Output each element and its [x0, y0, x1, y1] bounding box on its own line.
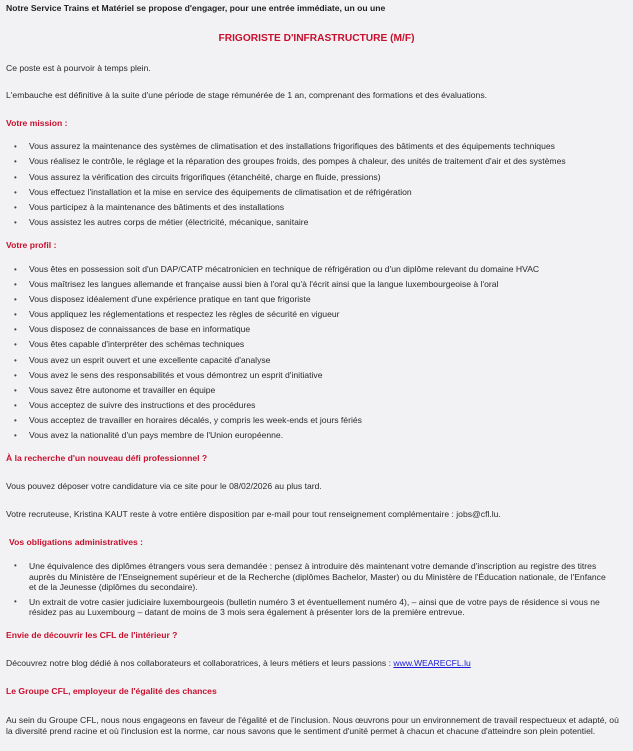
profil-list: [0, 264, 620, 445]
bullet-icon: •: [14, 400, 17, 410]
list-item-text: Une équivalence des diplômes étrangers vous sera demandée : pensez à introduire dès maintenant votre demande d'inscription au registre des titres auprès du Ministère de l'Enseignement supérieur et de la Recherche (diplômes Bachelor, Master) ou du Ministère de l'Éducation nationale, de l'Enfance et de la Jeunesse (diplômes du secondaire).: [29, 561, 606, 593]
recruiter-text: Votre recruteuse, Kristina KAUT reste à votre entière disposition par e-mail pour tout renseignement complémentaire : jobs@cfl.lu.: [6, 509, 501, 519]
deadline-text: Vous pouvez déposer votre candidature via ce site pour le 08/02/2026 au plus tard.: [6, 481, 322, 491]
list-item-text: Vous acceptez de travailler en horaires décalés, y compris les week-ends et jours fériés: [29, 414, 362, 425]
bullet-icon: •: [14, 370, 17, 380]
list-item-text: Vous réalisez le contrôle, le réglage et la réparation des groupes froids, des pompes à chaleur, des unités de traitement d'air et des systèmes: [29, 156, 566, 167]
discover-heading: Envie de découvrir les CFL de l'intérieur ?: [6, 630, 178, 640]
hiring-text: L'embauche est définitive à la suite d'une période de stage rémunérée de 1 an, comprenant des formations et des évaluations.: [6, 90, 488, 100]
bullet-icon: •: [14, 415, 17, 425]
list-item: [0, 309, 620, 324]
fulltime-text: Ce poste est à pourvoir à temps plein.: [6, 63, 151, 73]
obligations-list: [0, 561, 620, 622]
equality-heading: Le Groupe CFL, employeur de l'égalité des chances: [6, 686, 217, 696]
discover-text: [6, 658, 471, 669]
list-item-text: Vous disposez de connaissances de base en informatique: [29, 324, 251, 335]
bullet-icon: •: [14, 295, 17, 305]
list-item: [0, 202, 620, 217]
bullet-icon: •: [14, 142, 17, 151]
list-item-text: Vous êtes en possession soit d'un DAP/CATP mécatronicien en technique de réfrigération ou d'un diplôme relevant du domaine HVAC: [29, 264, 540, 274]
list-item: [0, 430, 620, 445]
list-item: [0, 156, 620, 171]
intro-text: Notre Service Trains et Matériel se propose d'engager, pour une entrée immédiate, un ou une: [6, 3, 386, 13]
list-item-text: Vous effectuez l'installation et la mise en service des équipements de climatisation et de réfrigération: [29, 186, 412, 197]
list-item: [0, 355, 620, 370]
bullet-icon: •: [14, 218, 17, 228]
list-item-text: Vous assistez les autres corps de métier (électricité, mécanique, sanitaire: [29, 217, 309, 228]
list-item-text: Vous êtes capable d'interpréter des schémas techniques: [29, 339, 245, 350]
list-item: [0, 597, 620, 618]
mission-heading: Votre mission :: [6, 118, 68, 128]
list-item: [0, 279, 620, 294]
list-item-text: Vous participez à la maintenance des bâtiments et des installations: [29, 202, 285, 213]
list-item-text: Vous savez être autonome et travailler en équipe: [29, 384, 216, 395]
bullet-icon: •: [14, 172, 17, 182]
list-item-text: Un extrait de votre casier judiciaire luxembourgeois (bulletin numéro 3 et éventuellement numéro 4), – ainsi que de votre pays de résidence si vous ne résidez pas au Luxembourg – datant de moins de 3 mois sera également à présenter lors de la première entrevue.: [29, 596, 600, 618]
list-item: [0, 264, 620, 279]
obligations-heading: Vos obligations administratives :: [9, 537, 144, 547]
list-item: [0, 385, 620, 400]
list-item-text: Vous avez la nationalité d'un pays membre de l'Union européenne.: [29, 430, 284, 441]
bullet-icon: •: [14, 340, 17, 350]
discover-body: Découvrez notre blog dédié à nos collaborateurs et collaboratrices, à leurs métiers et leurs passions :: [6, 658, 394, 668]
bullet-icon: •: [14, 325, 17, 335]
bullet-icon: •: [14, 265, 17, 274]
job-title: FRIGORISTE D'INFRASTRUCTURE (M/F): [218, 33, 415, 44]
bullet-icon: •: [14, 280, 17, 290]
list-item-text: Vous maîtrisez les langues allemande et française aussi bien à l'oral qu'à l'écrit ainsi que la langue luxembourgeoise à l'oral: [29, 279, 499, 290]
equality-text: Au sein du Groupe CFL, nous nous engageons en faveur de l'égalité et de l'inclusion. Nous œuvrons pour un environnement de travail respectueux et adapté, où la diversité prend racine et où l'inclusion est la norme, car nous savons que le sentiment d'unité permet à chacun et chacune d'atteindre son plein potentiel.: [6, 715, 619, 736]
list-item-text: Vous assurez la vérification des circuits frigorifiques (étanchéité, charge en fluide, pressions): [29, 171, 381, 182]
list-item-text: Vous disposez idéalement d'une expérience pratique en tant que frigoriste: [29, 294, 311, 305]
bullet-icon: •: [14, 561, 17, 570]
list-item: [0, 339, 620, 354]
list-item: [0, 415, 620, 430]
list-item-text: Vous assurez la maintenance des systèmes de climatisation et des installations frigorifiques des bâtiments et des équipements techniques: [29, 141, 555, 151]
list-item: [0, 400, 620, 415]
list-item: [0, 370, 620, 385]
list-item: [0, 187, 620, 202]
list-item: [0, 141, 620, 156]
list-item: [0, 561, 620, 593]
list-item-text: Vous acceptez de suivre des instructions et des procédures: [29, 399, 256, 410]
bullet-icon: •: [14, 385, 17, 395]
list-item: [0, 324, 620, 339]
mission-list: [0, 141, 620, 233]
list-item-text: Vous appliquez les réglementations et respectez les règles de sécurité en vigueur: [29, 309, 340, 320]
bullet-icon: •: [14, 157, 17, 167]
bullet-icon: •: [14, 187, 17, 197]
bullet-icon: •: [14, 355, 17, 365]
list-item-text: Vous avez le sens des responsabilités et vous démontrez un esprit d'initiative: [29, 369, 323, 380]
profil-heading: Votre profil :: [6, 240, 57, 250]
list-item-text: Vous avez un esprit ouvert et une excellente capacité d'analyse: [29, 354, 271, 365]
bullet-icon: •: [14, 431, 17, 441]
list-item: [0, 217, 620, 232]
bullet-icon: •: [14, 203, 17, 213]
apply-heading: À la recherche d'un nouveau défi professionnel ?: [6, 453, 208, 463]
bullet-icon: •: [14, 310, 17, 320]
list-item: [0, 172, 620, 187]
list-item: [0, 294, 620, 309]
blog-link[interactable]: www.WEARECFL.lu: [393, 658, 471, 668]
bullet-icon: •: [14, 596, 17, 606]
